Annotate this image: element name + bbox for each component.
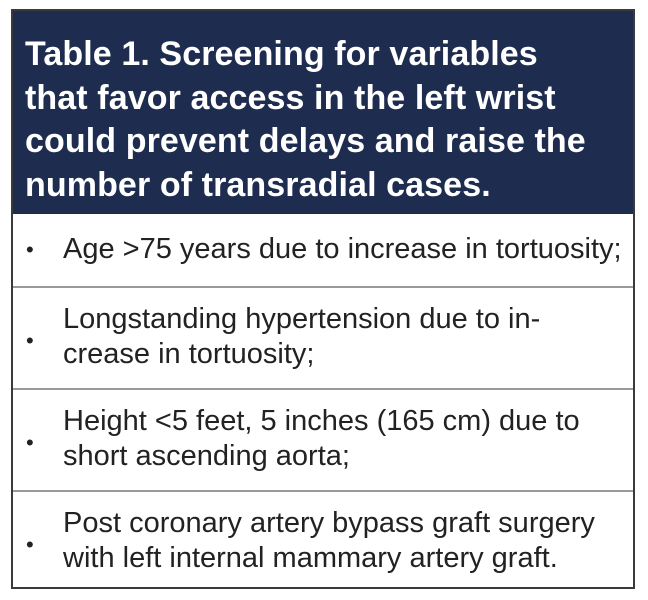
table-row [13, 388, 633, 490]
row-text [63, 404, 625, 474]
bullet-icon: • [26, 532, 34, 557]
row-text [63, 302, 625, 372]
table-title-line: that favor access in the left wrist [25, 78, 556, 117]
table-title-line: could prevent delays and raise the [25, 122, 586, 160]
row-text-line: short ascending aorta; [63, 440, 350, 472]
table-title-line: Table 1. Screening for variables [25, 35, 538, 73]
row-text [63, 232, 625, 267]
bullet-icon: • [26, 237, 34, 262]
table-row [13, 214, 633, 286]
row-text-line: Age >75 years due to increase in tortuosity; [63, 233, 622, 265]
bullet-icon: • [26, 328, 34, 353]
row-text-line: crease in tortuosity; [63, 338, 315, 370]
row-text [63, 506, 625, 576]
table-row [13, 286, 633, 388]
table-title-line: number of transradial cases. [25, 165, 491, 204]
table-title [13, 11, 633, 214]
row-text-line: Post coronary artery bypass graft surgery [63, 507, 595, 539]
row-text-line: Height <5 feet, 5 inches (165 cm) due to [63, 405, 580, 437]
table-body [13, 214, 633, 587]
row-text-line: Longstanding hypertension due to in- [63, 303, 541, 335]
bullet-icon: • [26, 430, 34, 455]
row-text-line: with left internal mammary artery graft. [63, 542, 558, 574]
screening-table [11, 9, 635, 589]
table-row [13, 490, 633, 587]
